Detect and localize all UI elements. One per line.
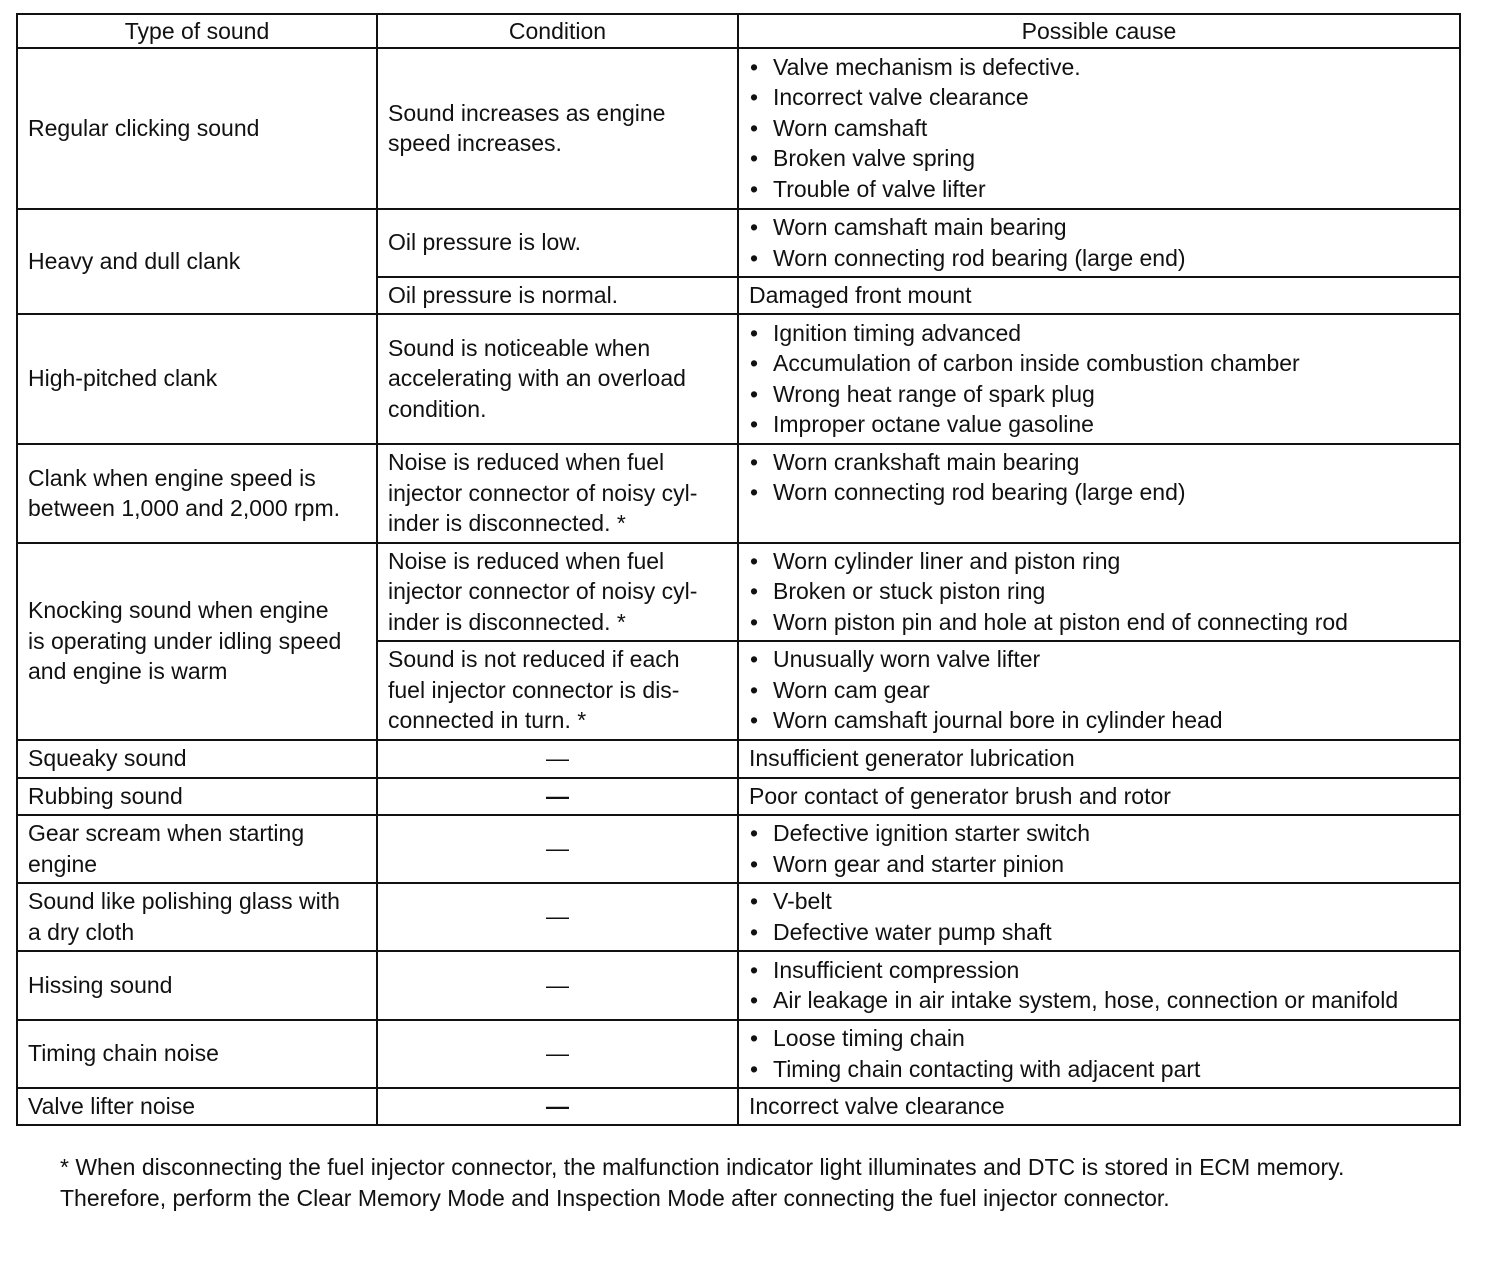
diagnosis-table [16,13,1461,1126]
table-row [17,1088,1460,1125]
cause-cell: Incorrect valve clearance [738,1088,1460,1125]
sound-type-cell: Sound like polishing glass with a dry cloth [17,883,377,951]
table-row [17,1020,1460,1088]
cause-list [749,818,1449,879]
header-condition: Condition [377,14,738,48]
table-row [17,778,1460,815]
cause-item: • Improper octane value gasoline [749,409,1449,440]
cause-cell: Insufficient generator lubrication [738,740,1460,778]
cause-item: • Timing chain contacting with adjacent part [749,1054,1449,1085]
table-row [17,209,1460,277]
cause-list [749,886,1449,947]
header-row [17,14,1460,48]
condition-cell: Noise is reduced when fuel injector connector of noisy cyl- inder is disconnected. * [377,444,738,543]
header-type-of-sound: Type of sound [17,14,377,48]
condition-cell: Sound increases as engine speed increases. [377,48,738,209]
sound-type-cell: Knocking sound when engine is operating under idling speed and engine is warm [17,543,377,740]
footnote: * When disconnecting the fuel injector connector, the malfunction indicator light illuminates and DTC is stored in ECM memory. Therefore, perform the Clear Memory Mode and Inspection Mode after connecting the fuel injector connector. [60,1154,1345,1211]
sound-type-cell: Hissing sound [17,951,377,1020]
cause-item: • Worn gear and starter pinion [749,849,1449,880]
sound-type-cell: Rubbing sound [17,778,377,815]
cause-item: • Worn connecting rod bearing (large end) [749,243,1449,274]
cause-item: • Worn camshaft [749,113,1449,144]
condition-cell: Oil pressure is low. [377,209,738,277]
cause-cell [738,48,1460,209]
condition-cell: — [377,951,738,1020]
sound-type-cell: Valve lifter noise [17,1088,377,1125]
sound-type-cell: Heavy and dull clank [17,209,377,314]
cause-item: • Incorrect valve clearance [749,82,1449,113]
cause-item: • Worn cylinder liner and piston ring [749,546,1449,577]
condition-cell: Oil pressure is normal. [377,277,738,314]
condition-cell: — [377,1020,738,1088]
cause-cell [738,815,1460,883]
cause-list [749,955,1455,1016]
cause-item: • Worn cam gear [749,675,1449,706]
table-row [17,883,1460,951]
sound-type-cell: Timing chain noise [17,1020,377,1088]
cause-cell [738,444,1460,543]
condition-cell: Noise is reduced when fuel injector connector of noisy cyl- inder is disconnected. * [377,543,738,641]
cause-item: • Air leakage in air intake system, hose, connection or manifold [749,985,1455,1016]
cause-cell [738,1020,1460,1088]
cause-item: • Ignition timing advanced [749,318,1449,349]
cause-item: • Insufficient compression [749,955,1455,986]
cause-item: • Broken valve spring [749,143,1449,174]
cause-item: • Broken or stuck piston ring [749,576,1449,607]
cause-cell [738,883,1460,951]
table-row [17,815,1460,883]
cause-cell [738,209,1460,277]
header-possible-cause: Possible cause [738,14,1460,48]
cause-cell: Poor contact of generator brush and rotor [738,778,1460,815]
cause-list [749,644,1449,736]
sound-type-cell: Clank when engine speed is between 1,000 and 2,000 rpm. [17,444,377,543]
sound-type-cell: Squeaky sound [17,740,377,778]
condition-cell: Sound is noticeable when accelerating with an overload condition. [377,314,738,444]
cause-item: • V-belt [749,886,1449,917]
table-row [17,314,1460,444]
cause-list [749,52,1449,205]
condition-cell: Sound is not reduced if each fuel injector connector is dis- connected in turn. * [377,641,738,740]
cause-cell [738,543,1460,641]
condition-cell: — [377,883,738,951]
cause-cell [738,641,1460,740]
cause-item: • Worn camshaft main bearing [749,212,1449,243]
table-row [17,951,1460,1020]
cause-item: • Defective ignition starter switch [749,818,1449,849]
cause-item: • Worn connecting rod bearing (large end) [749,477,1449,508]
cause-item: • Wrong heat range of spark plug [749,379,1449,410]
table-row [17,740,1460,778]
cause-item: • Worn piston pin and hole at piston end of connecting rod [749,607,1449,638]
condition-cell: — [377,815,738,883]
cause-list [749,447,1449,508]
sound-type-cell: High-pitched clank [17,314,377,444]
sound-type-cell: Regular clicking sound [17,48,377,209]
table-row [17,48,1460,209]
cause-item: • Worn camshaft journal bore in cylinder head [749,705,1449,736]
cause-item: • Valve mechanism is defective. [749,52,1449,83]
cause-item: • Trouble of valve lifter [749,174,1449,205]
cause-cell [738,951,1460,1020]
cause-list [749,212,1449,273]
cause-item: • Unusually worn valve lifter [749,644,1449,675]
sound-type-cell: Gear scream when starting engine [17,815,377,883]
cause-list [749,1023,1449,1084]
table-row [17,444,1460,543]
condition-cell: — [377,1088,738,1125]
cause-list [749,546,1449,638]
cause-item: • Loose timing chain [749,1023,1449,1054]
table-row [17,543,1460,641]
cause-list [749,318,1449,440]
cause-item: • Defective water pump shaft [749,917,1449,948]
condition-cell: — [377,740,738,778]
condition-cell: — [377,778,738,815]
cause-item: • Worn crankshaft main bearing [749,447,1449,478]
cause-item: • Accumulation of carbon inside combustion chamber [749,348,1449,379]
cause-cell [738,314,1460,444]
cause-cell: Damaged front mount [738,277,1460,314]
